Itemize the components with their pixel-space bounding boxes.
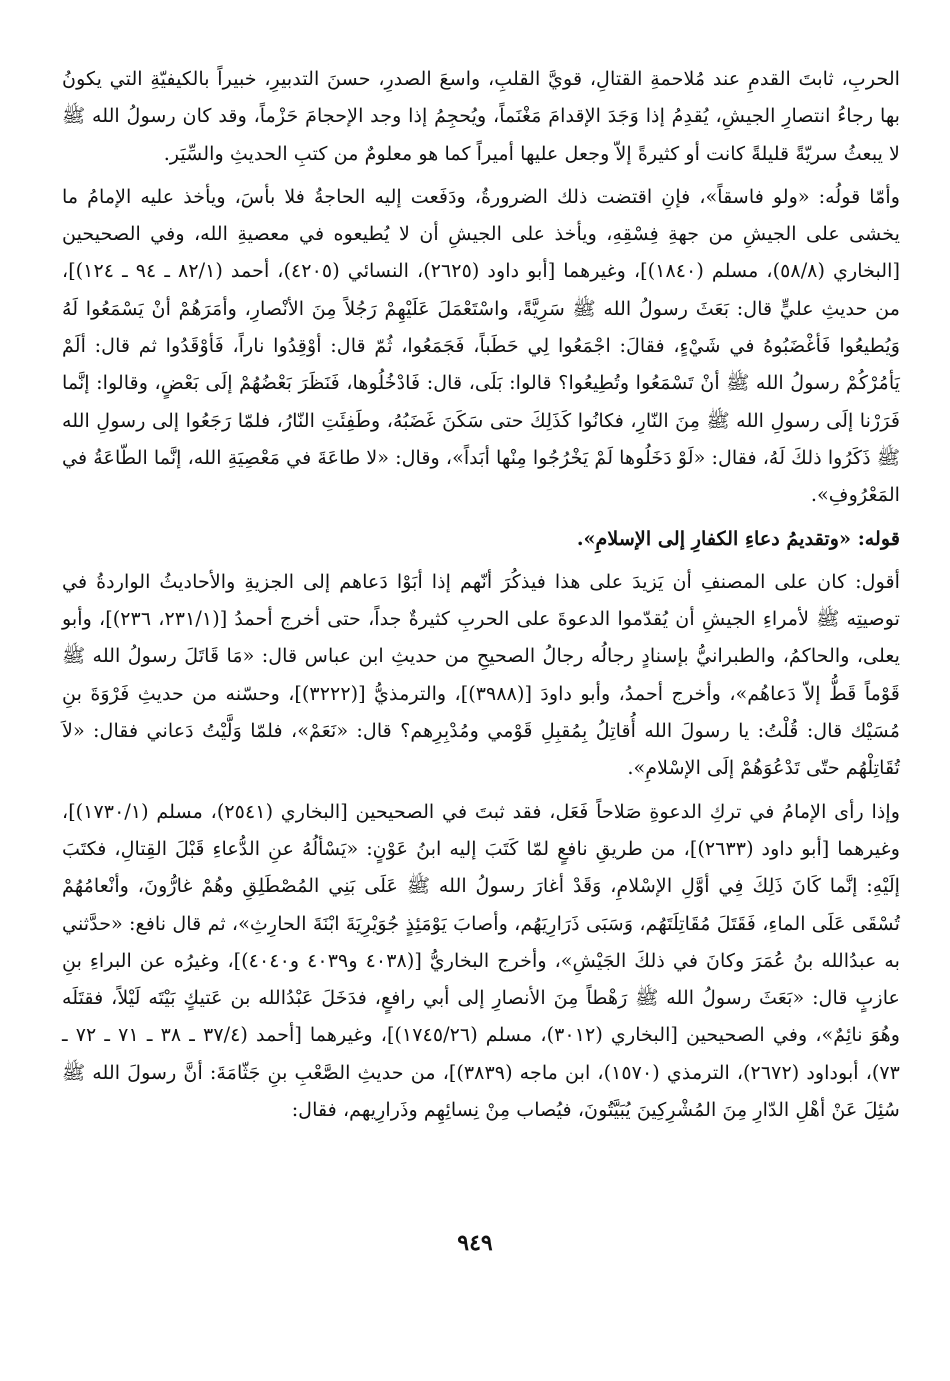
body-text (62, 60, 900, 1128)
paragraph-2: وأمّا قولُه: «ولو فاسقاً»، فإنِ اقتضت ذلك الضرورةُ، ودَفَعت إليه الحاجةُ فلا بأسَ، ويأخذ عليه الإمامُ ما يخشى على الجيشِ من جهةِ فِسْقِهِ، ويأخذ على الجيشِ أن لا يُطيعوه في معصيةِ الله، وفي الصحيحين [البخاري (٥٨/٨)، مسلم (١٨٤٠)]، وغيرهما [أبو داود (٢٦٢٥)، النسائي (٤٢٠٥)، أحمد (٨٢/١ ـ ٩٤ ـ ١٢٤)]، من حديثِ عليٍّ قال: بَعَثَ رسولُ الله ﷺ سَرِيَّةً، واسْتَعْمَلَ عَلَيْهِمْ رَجُلاً مِنَ الأنْصارِ، وأمَرَهُمْ أنْ يَسْمَعُوا لَهُ وَيُطيعُوا فَأغْضَبُوهُ في شَيْءٍ، فقالَ: اجْمَعُوا لِي حَطَباً، فَجَمَعُوا، ثُمّ قال: أوْقِدُوا ناراً، فَأوْقَدُوا ثم قال: ألَمْ يَأمُرْكُمْ رسولُ الله ﷺ أنْ تَسْمَعُوا وتُطِيعُوا؟ قالوا: بَلَى، قال: فَادْخُلُوها، فَنَظَرَ بَعْضُهُمْ إلَى بَعْضٍ، وقالوا: إنَّما فَرَرْنا إلَى رسولِ الله ﷺ مِنَ النّارِ، فكانُوا كَذَلِكَ حتى سَكَنَ غَضَبُهُ، وطَفِئَتِ النّارُ، فلمّا رَجَعُوا إلى رسولِ الله ﷺ ذَكَرُوا ذلكَ لَهُ، فقال: «لَوْ دَخَلُوها لَمْ يَخْرُجُوا مِنْها أبَداً»، وقال: «لا طاعَةَ في مَعْصِيَةِ الله، إنَّما الطّاعَةُ في المَعْرُوفِ». (62, 184, 900, 507)
paragraph-1: الحربِ، ثابتَ القدمِ عند مُلاحمةِ القتالِ، قويَّ القلبِ، واسعَ الصدرِ، حسنَ التدبيرِ، خبيراً بالكيفيّةِ التي يكونُ بها رجاءُ انتصارِ الجيشِ، يُقدِمُ إذا وَجَدَ الإقدامَ مَغْنَماً، ويُحجِمُ إذا وجد الإحجامَ حَزْماً، وقد كان رسولُ الله ﷺ لا يبعثُ سريّةً قليلةً كانت أو كثيرةً إلاّ وجعل عليها أميراً كما هو معلومٌ من كتبِ الحديثِ والسِّيَر. (62, 67, 900, 165)
paragraph-3: أقول: كان على المصنفِ أن يَزيدَ على هذا فيذكُرَ أنّهم إذا أبَوْا دَعاهم إلى الجزيةِ والأحاديثُ الواردةُ في توصيتِه ﷺ لأمراءِ الجيشِ أن يُقدّموا الدعوةَ على الحربِ كثيرةٌ جداً، حتى أخرج أحمدُ [(٢٣١/١، ٢٣٦)]، وأبو يعلى، والحاكمُ، والطبرانيُّ بإسنادٍ رجالُه رجالُ الصحيحِ من حديثِ ابن عباس قال: «مَا قَاتَلَ رسولُ الله ﷺ قَوْماً قَطُّ إلاّ دَعاهُم»، وأخرج أحمدُ، وأبو داودَ [(٣٩٨٨)]، والترمذيُّ [(٣٢٢٢)]، وحسّنه من حديثِ فَرْوَةَ بنِ مُسَيْك قال: قُلْتُ: يا رسولَ الله أُقاتِلُ بِمُقبِلِ قَوْمي ومُدْبِرِهم؟ قال: «نَعَمْ»، فلمّا وَلَّيْتُ دَعاني فقال: «لاَ تُقَاتِلْهُم حتّى تَدْعُوَهُمْ إلَى الإسْلامِ». (62, 569, 900, 780)
paragraph-4: وإذا رأى الإمامُ في تركِ الدعوةِ صَلاحاً فَعَل، فقد ثبتَ في الصحيحين [البخاري (٢٥٤١)، مسلم (١٧٣٠/١)]، وغيرهما [أبو داود (٢٦٣٣)]، من طريقِ نافعٍ لمّا كَتَبَ إليه ابنُ عَوْنٍ: «يَسْألُهُ عنِ الدُّعاءِ قَبْلَ القِتالِ، فكتَبَ إلَيْهِ: إنَّما كَانَ ذَلِكَ فِي أوَّلِ الإسْلامِ، وَقَدْ أغارَ رسولُ الله ﷺ عَلَى بَنِي المُصْطَلِقِ وهُمْ غارُّونَ، وأنْعامُهُمْ تُسْقَى عَلَى الماءِ، فَقَتَلَ مُقَاتِلَتَهُم، وَسَبَى ذَرَارِيَهُم، وأصابَ يَوْمَئِذٍ جُوَيْرِيَةَ ابْنَةَ الحارِثِ»، ثم قال نافع: «حدَّثني به عبدُالله بنُ عُمَرَ وكانَ في ذلكَ الجَيْشِ»، وأخرج البخاريُّ [(٤٠٣٨ و٤٠٣٩ و٤٠٤٠)]، وغيرُه عن البراءِ بنِ عازبٍ قال: «بَعَثَ رسولُ الله ﷺ رَهْطاً مِنَ الأنصارِ إلى أبي رافعٍ، فدَخَلَ عَبْدُالله بن عَتيكٍ بَيْتَه لَيْلاً، فقتَلَه وهُوَ نائِمٌ»، وفي الصحيحين [البخاري (٣٠١٢)، مسلم (١٧٤٥/٢٦)]، وغيرهما [أحمد (٣٧/٤ ـ ٣٨ ـ ٧١ ـ ٧٢ ـ ٧٣)، أبوداود (٢٦٧٢)، الترمذي (١٥٧٠)، ابن ماجه (٣٨٣٩)]، من حديثِ الصَّعْبِ بنِ جَثّامَةَ: أنَّ رسولَ الله ﷺ سُئِلَ عَنْ أهْلِ الدّارِ مِنَ المُشْرِكِينَ يُبَيَّتُونَ، فيُصاب مِنْ نِسائِهِم وذَرارِيهم، فقال: (62, 799, 900, 1122)
section-heading: قوله: «وتقديمُ دعاءِ الكفارِ إلى الإسلامِ». (576, 526, 900, 550)
page-number: ٩٤٩ (457, 1230, 493, 1256)
